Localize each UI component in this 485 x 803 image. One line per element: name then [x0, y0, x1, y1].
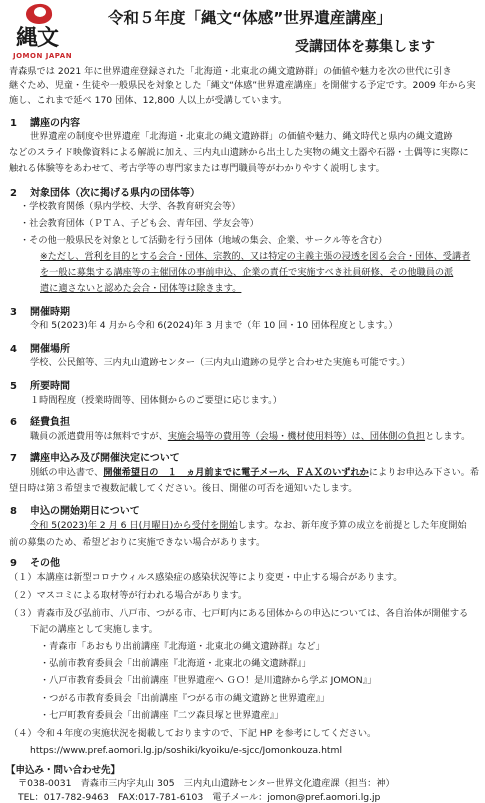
city-hachinohe: ・八戸市教育委員会「出前講座『世界遺産へ ＧＯ！是川遺跡から学ぶ JOMON』」 [40, 675, 377, 686]
section-5-title: 所要時間 [30, 381, 70, 392]
contact-title: 【申込み・問い合わせ先】 [6, 765, 121, 776]
section-9-item-4: （４）令和４年度の実施状況を掲載しておりますので、下記 HP を参考にしてください。 [9, 728, 377, 739]
section-1-heading [10, 114, 80, 129]
city-hirosaki: ・弘前市教育委員会「出前講座『北海道・北東北の縄文遺跡群』」 [40, 658, 312, 669]
section-9-title: その他 [30, 558, 60, 569]
section-4-number: 4 [10, 344, 17, 355]
section-7-line-2: 望日時は第３希望まで複数記載してください。後日、開催の可否を通知いたします。 [9, 483, 358, 494]
section-6-number: 6 [10, 417, 17, 428]
section-7-heading [10, 449, 180, 464]
section-9-item-3-cont: 下記の講座として実施します。 [30, 624, 158, 635]
section-4-title: 開催場所 [30, 344, 70, 355]
section-6-text-a: 職員の派遣費用等は無料ですが、 [30, 431, 168, 442]
logo-english: JOMON JAPAN [13, 52, 73, 60]
section-2-note-3: 遣に適さないと認めた会合・団体等は除きます。 [40, 283, 242, 294]
logo-kanji: 縄文 [16, 25, 59, 51]
contact-address: 〒038-0031 青森市三内字丸山 305 三内丸山遺跡センター世界文化遺産課（担当：神） [18, 778, 395, 789]
section-8-number: 8 [10, 506, 17, 517]
section-6-line-1 [30, 431, 470, 442]
section-1-line-3: 触れる体験等をあわせて、考古学等の専門家または専門職員等がわかりやすく説明します。 [9, 163, 385, 174]
city-aomori: ・青森市「あおもり出前講座『北海道・北東北の縄文遺跡群』など」 [40, 641, 325, 652]
section-6-title: 経費負担 [30, 417, 70, 428]
section-8-text-a: 令和 5(2023)年 2 月 6 日(月曜日)から受付を開始 [30, 520, 238, 531]
section-2-number: 2 [10, 188, 17, 199]
section-8-title: 申込の開始期日について [30, 506, 140, 517]
section-6-text-c: とします。 [425, 431, 471, 442]
section-7-line-1 [30, 467, 479, 478]
section-7-text-c: によりお申込み下さい。希 [368, 467, 480, 478]
section-4-heading [10, 340, 70, 355]
intro-line-3: 施し、これまで延べ 170 団体、12,800 人以上が受講しています。 [9, 95, 288, 106]
section-5-number: 5 [10, 381, 17, 392]
section-2-title: 対象団体（次に掲げる県内の団体等） [30, 188, 200, 199]
section-8-heading [10, 502, 140, 517]
section-5-line-1: １時間程度（授業時間等、団体側からのご要望に応じます。） [30, 395, 282, 406]
section-3-line-1: 令和 5(2023)年 4 月から令和 6(2024)年 3 月まで（年 10 回・10 団体程度とします。） [30, 320, 398, 331]
section-5-heading [10, 377, 70, 392]
section-2-item-2: ・社会教育団体（ＰＴＡ、子ども会、青年団、学友会等） [20, 218, 259, 229]
section-1-title: 講座の内容 [30, 118, 80, 129]
section-3-number: 3 [10, 307, 17, 318]
section-2-note-1: ※ただし、営利を目的とする会合・団体、宗教的、又は特定の主義主張の浸透を図る会合・団体、受講者 [40, 251, 471, 262]
section-8-text-b: します。なお、新年度予算の成立を前提とした年度開始 [237, 520, 467, 531]
section-3-heading [10, 303, 70, 318]
section-7-text-a: 別紙の申込書で、 [30, 467, 104, 478]
section-2-item-1: ・学校教育関係（県内学校、大学、各教育研究会等） [20, 201, 241, 212]
section-2-heading [10, 184, 200, 199]
jomon-japan-logo [6, 4, 76, 62]
page-title: 令和５年度「縄文“体感”世界遺産講座」 [108, 9, 392, 27]
section-9-item-3: （３）青森市及び弘前市、八戸市、つがる市、七戸町内にある団体からの申込については、各自治体が開催する [9, 608, 469, 619]
city-shichinohe: ・七戸町教育委員会「出前講座『二ツ森貝塚と世界遺産』」 [40, 710, 284, 721]
section-9-number: 9 [10, 558, 17, 569]
page-subtitle: 受講団体を募集します [295, 39, 435, 55]
section-4-line-1: 学校、公民館等、三内丸山遺跡センター（三内丸山遺跡の見学と合わせた実施も可能です。） [30, 357, 411, 368]
section-6-heading [10, 413, 70, 428]
section-1-line-2: などのスライド映像資料による解説に加え、三内丸山遺跡から出土した実物の縄文土器や石器・土偶等に実際に [9, 147, 469, 158]
section-2-item-3: ・その他一般県民を対象として活動を行う団体（地域の集会、企業、サークル等を含む） [20, 235, 388, 246]
section-8-line-2: 前の募集のため、希望どおりに実施できない場合があります。 [9, 537, 266, 548]
section-7-number: 7 [10, 453, 17, 464]
section-6-text-b: 実施会場等の費用等（会場・機材使用料等）は、団体側の負担 [167, 431, 426, 442]
section-9-heading [10, 554, 60, 569]
section-9-item-1: （１）本講座は新型コロナウィルス感染症の感染状況等により変更・中止する場合があります。 [9, 572, 403, 583]
section-1-number: 1 [10, 118, 17, 129]
reference-url-link[interactable]: https://www.pref.aomori.lg.jp/soshiki/kyoiku/e-sjcc/Jomonkouza.html [30, 745, 343, 756]
section-1-line-1: 世界遺産の制度や世界遺産「北海道・北東北の縄文遺跡群」の価値や魅力、縄文時代と県内の縄文遺跡 [30, 131, 453, 142]
contact-phone-fax-email: TEL：017-782-9463 FAX:017-781-6103 電子メール：jomon@pref.aomori.lg.jp [18, 792, 381, 803]
section-9-item-2: （２）マスコミによる取材等が行われる場合があります。 [9, 590, 248, 601]
section-7-title: 講座申込み及び開催決定について [30, 453, 180, 464]
section-3-title: 開催時期 [30, 307, 70, 318]
intro-line-2: 継ぐため、児童・生徒や一般県民を対象とした「縄文“体感”世界遺産講座」を開催する予定です。2009 年から実 [9, 80, 476, 91]
logo-mark-hole [34, 7, 46, 17]
section-8-line-1 [30, 520, 467, 531]
section-2-note-2: を一般に募集する講座等の主催団体の事前申込、企業の責任で実施すべき社員研修、その他職員の派 [40, 267, 454, 278]
city-tsugaru: ・つがる市教育委員会「出前講座『つがる市の縄文遺跡と世界遺産』」 [40, 693, 330, 704]
section-7-text-b: 開催希望日の １ ヵ月前までに電子メール、ＦＡＸのいずれか [103, 467, 369, 478]
intro-line-1: 青森県では 2021 年に世界遺産登録された「北海道・北東北の縄文遺跡群」の価値や魅力を次の世代に引き [9, 66, 452, 77]
